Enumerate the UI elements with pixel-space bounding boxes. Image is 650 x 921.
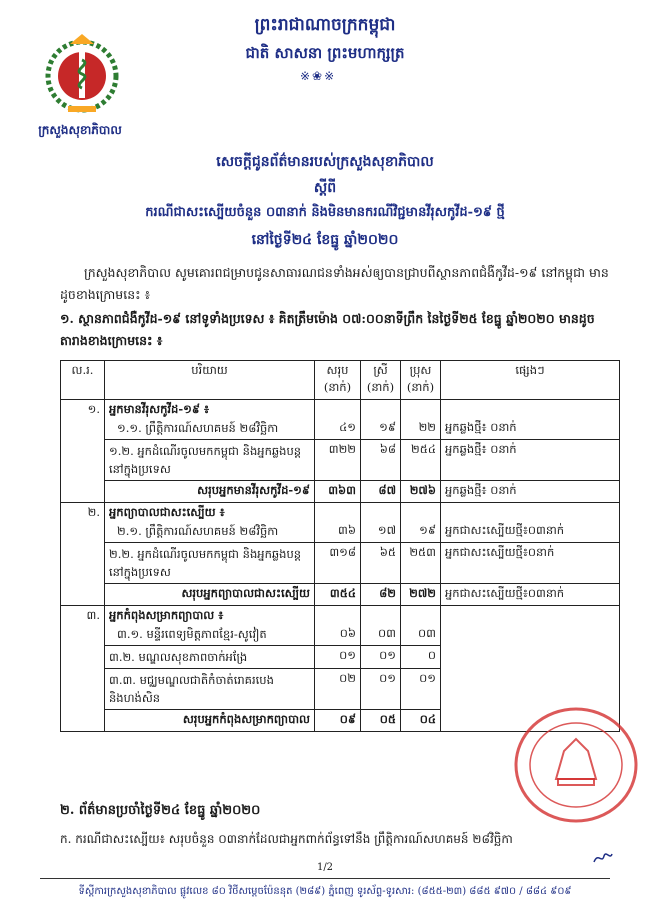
header-desc: បរិយាយ bbox=[105, 361, 315, 400]
cell-other: អ្នកជាសះស្បើយថ្មី៖០នាក់ bbox=[441, 543, 620, 584]
ministry-logo-icon bbox=[40, 30, 124, 114]
cell-total: ៣១៨ bbox=[315, 543, 361, 584]
header-total: សរុប (នាក់) bbox=[315, 361, 361, 400]
cell-female: ០៥ bbox=[361, 710, 401, 732]
row-desc: ៣.១. មន្ទីរពេទ្យមិត្តភាពខ្មែរ-សូវៀត bbox=[117, 627, 267, 641]
header-male: ប្រុស (នាក់) bbox=[401, 361, 441, 400]
cell-male: ២៥៤ bbox=[401, 440, 441, 481]
table-row bbox=[61, 400, 620, 440]
cell-female: ៨២ bbox=[361, 584, 401, 606]
row-desc: សរុបអ្នកព្យាបាលជាសះស្បើយ bbox=[105, 584, 315, 606]
row-desc: ៣.២. មណ្ឌលសុខភាពចាក់អង្រែ bbox=[105, 646, 315, 669]
cell-total: ៣៦៣ bbox=[315, 481, 361, 503]
cell-total: ០៦ bbox=[315, 606, 361, 646]
cell-female: ០៣ bbox=[361, 606, 401, 646]
title-line-3: ករណីជាសះស្បើយចំនួន ០៣នាក់ និងមិនមានករណីវិជ្ជមានវីរុសកូវីដ-១៩ ថ្មី bbox=[145, 205, 505, 220]
row-desc: ១.១. ព្រឹត្តិការណ៍សហគមន៍ ២៨វិច្ឆិកា bbox=[117, 421, 279, 435]
row-desc: សរុបអ្នកមានវីរុសកូវីដ-១៩ bbox=[105, 481, 315, 503]
covid-status-table bbox=[60, 360, 620, 732]
cell-male: ២៥៣ bbox=[401, 543, 441, 584]
row-desc: ២.២. អ្នកដំណើរចូលមកកម្ពុជា និងអ្នកឆ្លងបន្តនៅក្នុងប្រទេស bbox=[105, 543, 315, 584]
group-3-no: ៣. bbox=[61, 606, 105, 732]
title-line-4: នៅថ្ងៃទី២៤ ខែធ្នូ ឆ្នាំ២០២០ bbox=[251, 232, 399, 248]
cell-male: ០ bbox=[401, 646, 441, 669]
cell-female: ៦៨ bbox=[361, 440, 401, 481]
cell-other: អ្នកជាសះស្បើយថ្មី៖០៣នាក់ bbox=[441, 503, 620, 543]
cell-female: ០១ bbox=[361, 669, 401, 710]
header-other: ផ្សេងៗ bbox=[441, 361, 620, 400]
cell-male: ១៩ bbox=[401, 503, 441, 543]
group-1-no: ១. bbox=[61, 400, 105, 503]
cell-total: ០២ bbox=[315, 669, 361, 710]
cell-total: ០១ bbox=[315, 646, 361, 669]
cell-other: អ្នកជាសះស្បើយថ្មី៖០៣នាក់ bbox=[441, 584, 620, 606]
cell-female: ១៧ bbox=[361, 503, 401, 543]
cell-female: ១៩ bbox=[361, 400, 401, 440]
table-row bbox=[61, 503, 620, 543]
section-2-heading: ២. ព័ត៌មានប្រចាំថ្ងៃទី២៤ ខែធ្នូ ឆ្នាំ២០២០ bbox=[60, 803, 261, 818]
group-3-heading: អ្នកកំពុងសម្រាកព្យាបាល ៖ bbox=[109, 608, 224, 622]
page-number: 1/2 bbox=[316, 862, 334, 873]
row-desc: ១.២. អ្នកដំណើរចូលមកកម្ពុជា និងអ្នកឆ្លងបន្តនៅក្នុងប្រទេស bbox=[105, 440, 315, 481]
intro-paragraph: ក្រសួងសុខាភិបាល សូមគោរពជម្រាបជូនសាធារណជនទាំងអស់ឲ្យបានជ្រាបពីស្ថានភាពជំងឺកូវីដ-១៩ នៅកម្ពុជា មានដូចខាងក្រោមនេះ ៖ bbox=[60, 265, 609, 302]
group-2-heading: អ្នកព្យាបាលជាសះស្បើយ ៖ bbox=[109, 505, 225, 519]
title-line-2: ស្តីពី bbox=[313, 180, 337, 196]
row-desc: ៣.៣. មជ្ឈមណ្ឌលជាតិកំចាត់រោគរបេង និងហង់សិន bbox=[105, 669, 315, 710]
cell-male: ០៤ bbox=[401, 710, 441, 732]
table-row bbox=[61, 440, 620, 481]
section-1-heading: ១. ស្ថានភាពជំងឺកូវីដ-១៩ នៅទូទាំងប្រទេស ៖ គិតត្រឹមម៉ោង ០៧:០០នាទីព្រឹក នៃថ្ងៃទី២៥ ខែធ្នូ ឆ្នាំ២០២០ មានដូចតារាងខាងក្រោមនេះ ៖ bbox=[60, 311, 595, 348]
ministry-name: ក្រសួងសុខាភិបាល bbox=[38, 123, 122, 137]
kingdom-heading: ព្រះរាជាណាចក្រកម្ពុជា bbox=[254, 15, 396, 35]
table-summary-row bbox=[61, 481, 620, 503]
cell-other: អ្នកឆ្លងថ្មី៖ ០នាក់ bbox=[441, 481, 620, 503]
cell-female: ៨៧ bbox=[361, 481, 401, 503]
group-1-heading: អ្នកមានវីរុសកូវីដ-១៩ ៖ bbox=[109, 402, 210, 416]
group-2-no: ២. bbox=[61, 503, 105, 606]
footer-address: ទីស្តីការក្រសួងសុខាភិបាល ផ្លូវលេខ ៨០ វិថីសម្តេចប៉ែននុត (២៨៩) ភ្នំពេញ ទូរស័ព្ទ-ទូរសារ: (៨៥៥-២៣) ៨៨៥ ៩៧០ / ៨៨៤ ៩០៩ bbox=[78, 886, 572, 897]
cell-female: ៦៥ bbox=[361, 543, 401, 584]
motto-heading: ជាតិ សាសនា ព្រះមហាក្សត្រ bbox=[245, 44, 405, 62]
cell-other: អ្នកឆ្លងថ្មី៖ ០នាក់ bbox=[441, 400, 620, 440]
cell-other: អ្នកឆ្លងថ្មី៖ ០នាក់ bbox=[441, 440, 620, 481]
cell-total: ០៩ bbox=[315, 710, 361, 732]
row-desc: ២.១. ព្រឹត្តិការណ៍សហគមន៍ ២៨វិច្ឆិកា bbox=[117, 524, 279, 538]
cell-total: ៣៦ bbox=[315, 503, 361, 543]
header-female: ស្រី (នាក់) bbox=[361, 361, 401, 400]
ornament-divider: ※❀※ bbox=[300, 69, 337, 83]
cell-male: ០៣ bbox=[401, 606, 441, 646]
table-row bbox=[61, 543, 620, 584]
cell-male: ២២ bbox=[401, 400, 441, 440]
footer-divider bbox=[40, 878, 610, 879]
cell-total: ៤១ bbox=[315, 400, 361, 440]
table-summary-row bbox=[61, 584, 620, 606]
cell-male: ២៧៦ bbox=[401, 481, 441, 503]
row-desc: សរុបអ្នកកំពុងសម្រាកព្យាបាល bbox=[105, 710, 315, 732]
header-no: ល.រ. bbox=[61, 361, 105, 400]
section-2-item-a: ក. ករណីជាសះស្បើយ៖ សរុបចំនួន ០៣នាក់ដែលជាអ្នកពាក់ព័ន្ធទៅនឹង ព្រឹត្តិការណ៍សហគមន៍ ២៨វិច្ឆិកា bbox=[60, 832, 513, 846]
cell-total: ៣២២ bbox=[315, 440, 361, 481]
signature-icon bbox=[592, 850, 614, 866]
cell-female: ០១ bbox=[361, 646, 401, 669]
cell-male: ០១ bbox=[401, 669, 441, 710]
title-line-1: សេចក្តីជូនព័ត៌មានរបស់ក្រសួងសុខាភិបាល bbox=[216, 154, 434, 170]
table-header-row bbox=[61, 361, 620, 400]
table-row bbox=[61, 606, 620, 646]
cell-total: ៣៥៤ bbox=[315, 584, 361, 606]
cell-male: ២៧២ bbox=[401, 584, 441, 606]
